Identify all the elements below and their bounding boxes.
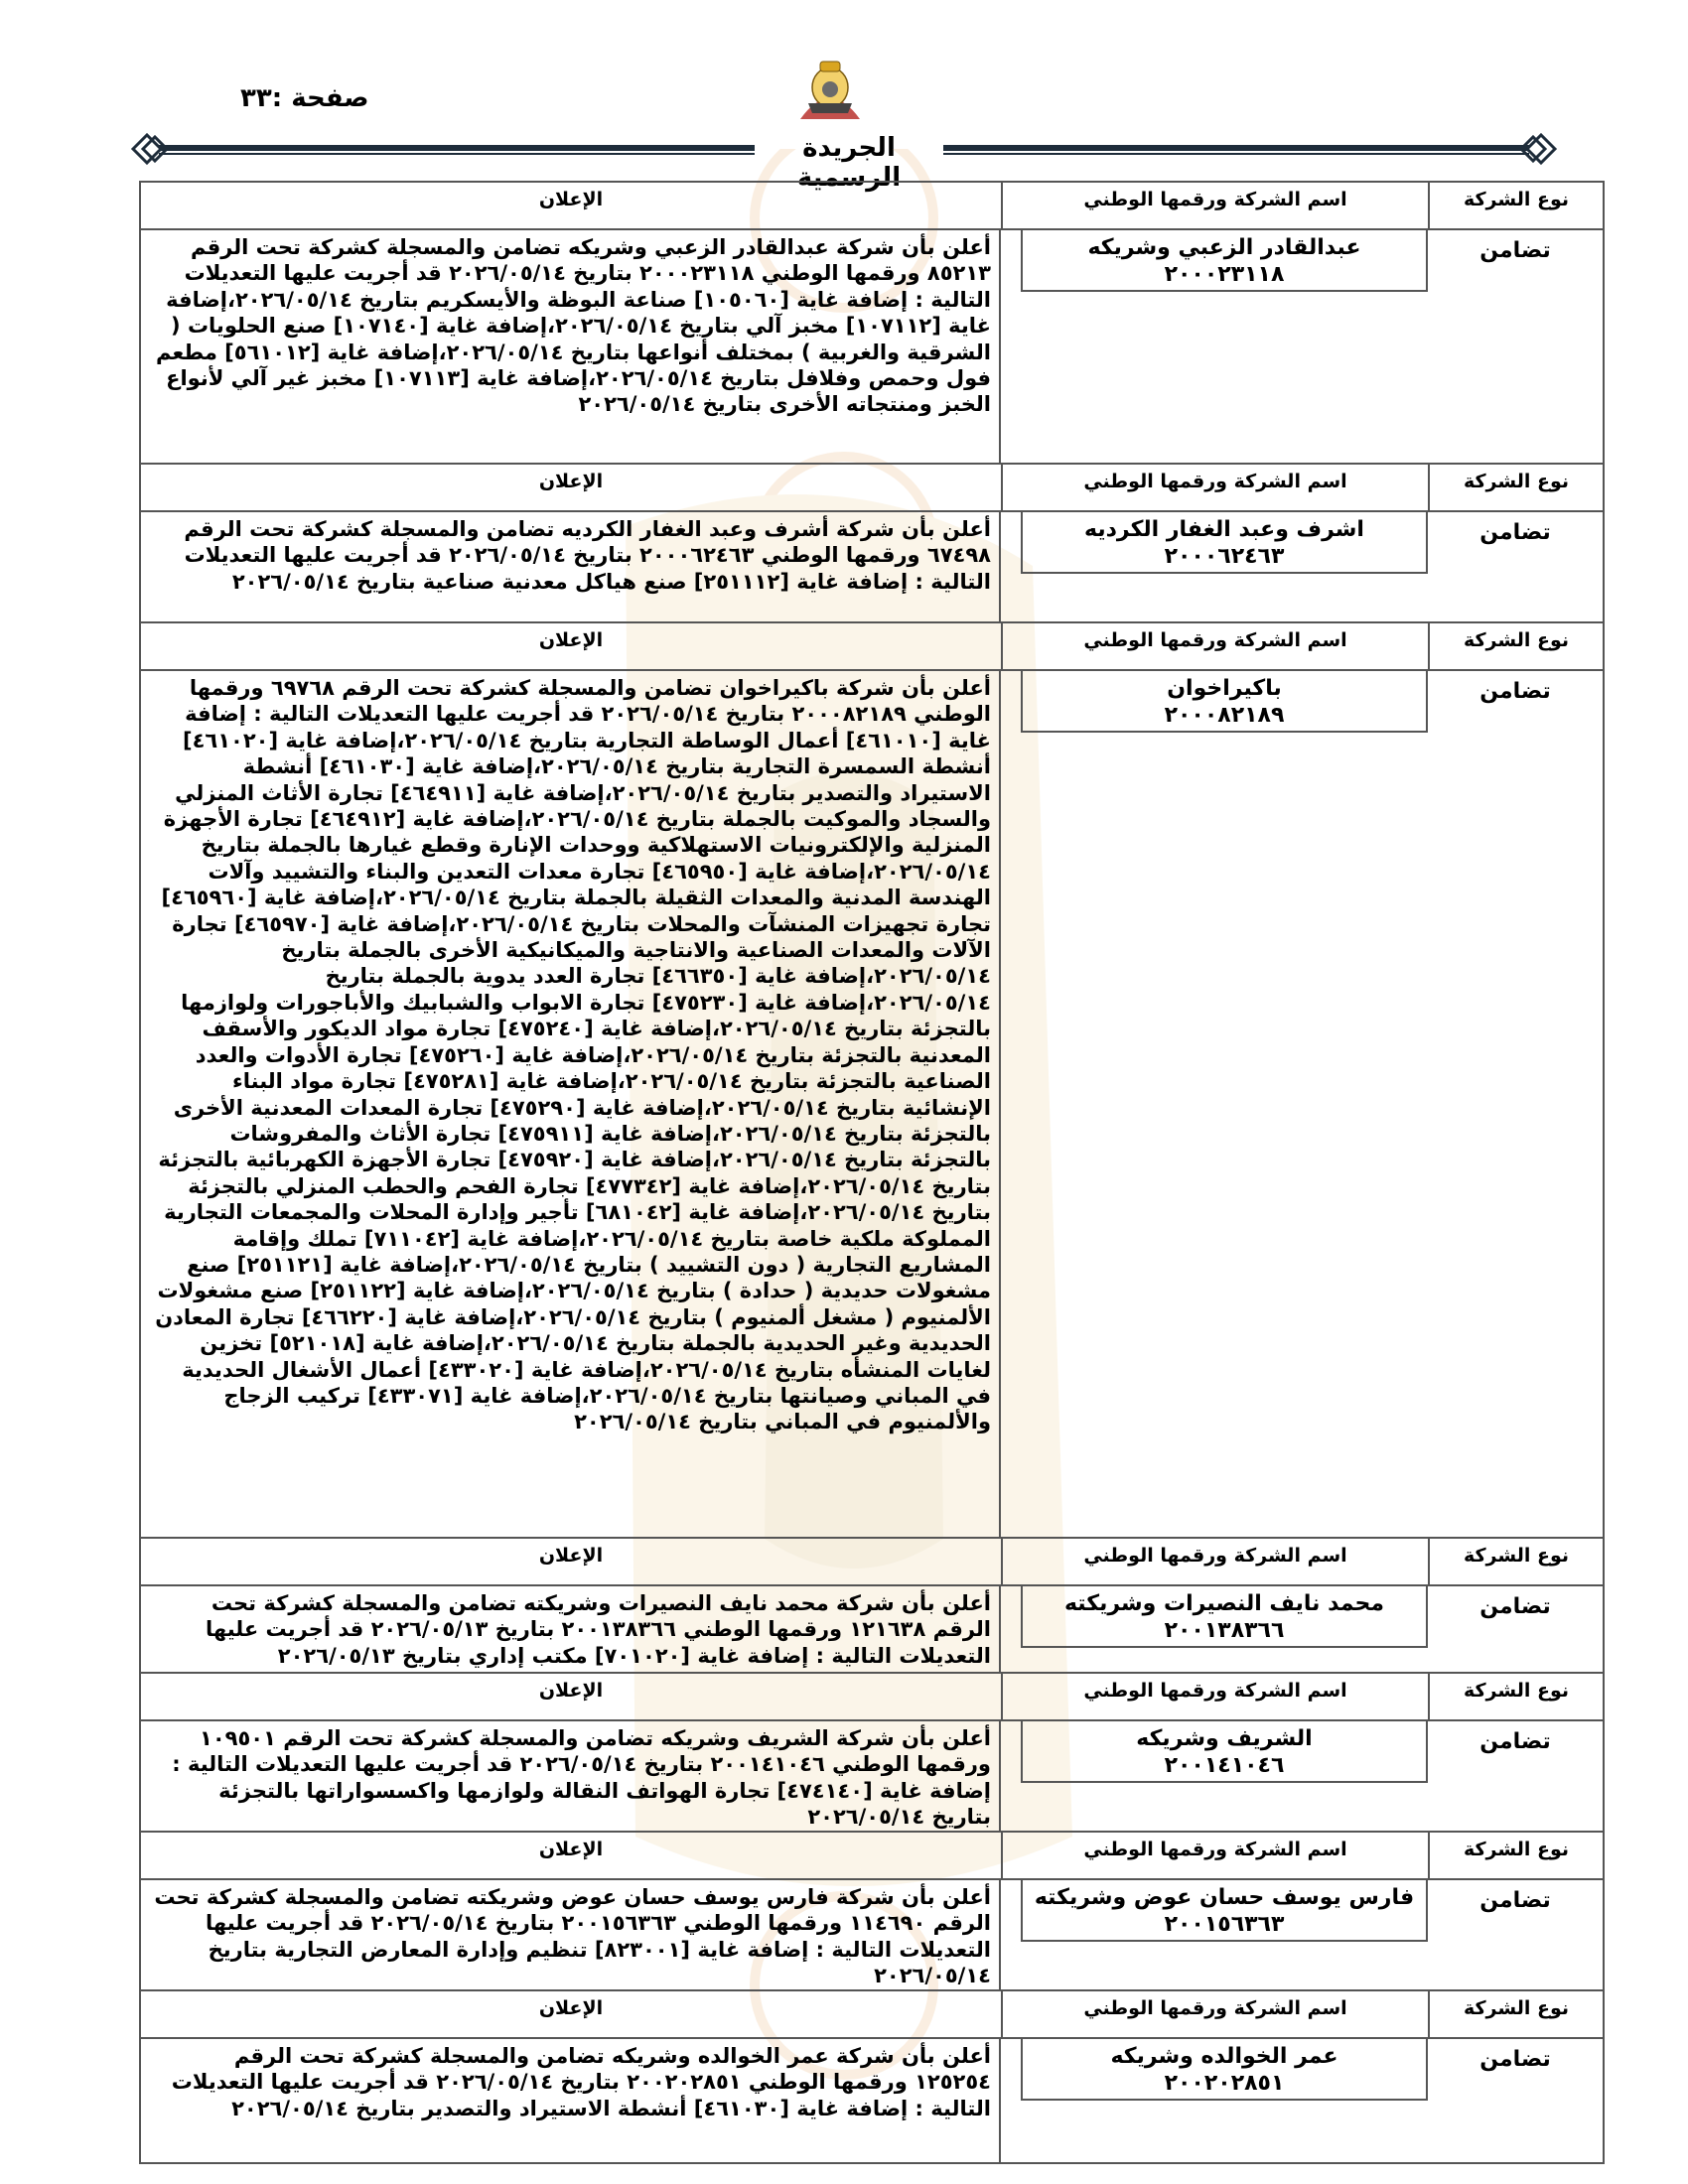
notice-header-row xyxy=(141,183,1603,230)
column-header-name: اسم الشركة ورقمها الوطني xyxy=(1001,1833,1428,1878)
company-national-number: ٢٠٠١٥٦٣٦٣ xyxy=(1164,1912,1285,1937)
company-name: محمد نايف النصيرات وشريكته xyxy=(1063,1591,1385,1616)
column-header-type: نوع الشركة xyxy=(1428,1833,1603,1878)
company-national-number: ٢٠٠١٤١٠٤٦ xyxy=(1164,1753,1285,1778)
column-header-name: اسم الشركة ورقمها الوطني xyxy=(1001,1674,1428,1719)
notice-body-row xyxy=(141,1880,1603,1989)
column-header-name: اسم الشركة ورقمها الوطني xyxy=(1001,183,1428,228)
company-type: تضامن xyxy=(1479,1888,1551,1913)
notice-header-row xyxy=(141,1539,1603,1586)
announcement-text: أعلن بأن شركة الشريف وشريكه تضامن والمسجلة كشركة تحت الرقم ١٠٩٥٠١ ورقمها الوطني ٢٠٠١٤١٠٤٦ بتاريخ ٢٠٢٦/٠٥/١٤ قد أجريت عليها التعديلات التالية : إضافة غاية [٤٧٤١٤٠] تجارة الهواتف النقالة ولوازمها واكسسواراتها بالتجزئة بتاريخ ٢٠٢٦/٠٥/١٤ xyxy=(141,1721,1001,1831)
company-name: عبدالقادر الزعبي وشريكه xyxy=(1087,235,1361,260)
announcement-text: أعلن بأن شركة أشرف وعبد الغفار الكرديه تضامن والمسجلة كشركة تحت الرقم ٦٧٤٩٨ ورقمها الوطني ٢٠٠٠٦٢٤٦٣ بتاريخ ٢٠٢٦/٠٥/١٤ قد أجريت عليها التعديلات التالية : إضافة غاية [٢٥١١١٢] صنع هياكل معدنية صناعية بتاريخ ٢٠٢٦/٠٥/١٤ xyxy=(141,512,1001,621)
notice-entry xyxy=(139,623,1605,1539)
company-national-number: ٢٠٠٠٨٢١٨٩ xyxy=(1164,703,1285,728)
notice-header-row xyxy=(141,1833,1603,1880)
notice-body-row xyxy=(141,230,1603,463)
company-name-cell xyxy=(1021,671,1428,733)
notice-header-row xyxy=(141,465,1603,512)
company-type: تضامن xyxy=(1479,1594,1551,1619)
gazette-title: الجريدة الرسمية xyxy=(755,133,943,193)
notice-entry xyxy=(139,1833,1605,1991)
announcement-text: أعلن بأن شركة باكيراخوان تضامن والمسجلة كشركة تحت الرقم ٦٩٧٦٨ ورقمها الوطني ٢٠٠٠٨٢١٨٩ بتاريخ ٢٠٢٦/٠٥/١٤ قد أجريت عليها التعديلات التالية : إضافة غاية [٤٦١٠١٠] أعمال الوساطة التجارية بتاريخ ٢٠٢٦/٠٥/١٤،إضافة غاية [٤٦١٠٢٠] أنشطة السمسرة التجارية بتاريخ ٢٠٢٦/٠٥/١٤،إضافة غاية [٤٦١٠٣٠] أنشطة الاستيراد والتصدير بتاريخ ٢٠٢٦/٠٥/١٤،إضافة غاية [٤٦٤٩١١] تجارة الأثاث المنزلي والسجاد والموكيت بالجملة بتاريخ ٢٠٢٦/٠٥/١٤،إضافة غاية [٤٦٤٩١٢] تجارة الأجهزة المنزلية والإلكترونيات الاستهلاكية ووحدات الإنارة وقطع غيارها بالجملة بتاريخ ٢٠٢٦/٠٥/١٤،إضافة غاية [٤٦٥٩٥٠] تجارة معدات التعدين والبناء والتشييد وآلات الهندسة المدنية والمعدات الثقيلة بالجملة بتاريخ ٢٠٢٦/٠٥/١٤،إضافة غاية [٤٦٥٩٦٠] تجارة تجهيزات المنشآت والمحلات بتاريخ ٢٠٢٦/٠٥/١٤،إضافة غاية [٤٦٥٩٧٠] تجارة الآلات والمعدات الصناعية والانتاجية والميكانيكية الأخرى بالجملة بتاريخ ٢٠٢٦/٠٥/١٤،إضافة غاية [٤٦٦٣٥٠] تجارة العدد يدوية بالجملة بتاريخ ٢٠٢٦/٠٥/١٤،إضافة غاية [٤٧٥٢٣٠] تجارة الابواب والشبابيك والأباجورات ولوازمها بالتجزئة بتاريخ ٢٠٢٦/٠٥/١٤،إضافة غاية [٤٧٥٢٤٠] تجارة مواد الديكور والأسقف المعدنية بالتجزئة بتاريخ ٢٠٢٦/٠٥/١٤،إضافة غاية [٤٧٥٢٦٠] تجارة الأدوات والعدد الصناعية بالتجزئة بتاريخ ٢٠٢٦/٠٥/١٤،إضافة غاية [٤٧٥٢٨١] تجارة مواد البناء الإنشائية بتاريخ ٢٠٢٦/٠٥/١٤،إضافة غاية [٤٧٥٢٩٠] تجارة المعدات المعدنية الأخرى بالتجزئة بتاريخ ٢٠٢٦/٠٥/١٤،إضافة غاية [٤٧٥٩١١] تجارة الأثاث والمفروشات بالتجزئة بتاريخ ٢٠٢٦/٠٥/١٤،إضافة غاية [٤٧٥٩٢٠] تجارة الأجهزة الكهربائية بالتجزئة بتاريخ ٢٠٢٦/٠٥/١٤،إضافة غاية [٤٧٧٣٤٢] تجارة الفحم والحطب المنزلي بالتجزئة بتاريخ ٢٠٢٦/٠٥/١٤،إضافة غاية [٦٨١٠٤٢] تأجير وإدارة المحلات والمجمعات التجارية المملوكة ملكية خاصة بتاريخ ٢٠٢٦/٠٥/١٤،إضافة غاية [٧١١٠٤٢] تملك وإقامة المشاريع التجارية ( دون التشييد ) بتاريخ ٢٠٢٦/٠٥/١٤،إضافة غاية [٢٥١١٢١] صنع مشغولات حديدية ( حدادة ) بتاريخ ٢٠٢٦/٠٥/١٤،إضافة غاية [٢٥١١٢٢] صنع مشغولات الألمنيوم ( مشغل ألمنيوم ) بتاريخ ٢٠٢٦/٠٥/١٤،إضافة غاية [٤٦٦٢٢٠] تجارة المعادن الحديدية وغير الحديدية بالجملة بتاريخ ٢٠٢٦/٠٥/١٤،إضافة غاية [٥٢١٠١٨] تخزين لغايات المنشأه بتاريخ ٢٠٢٦/٠٥/١٤،إضافة غاية [٤٣٣٠٢٠] أعمال الأشغال الحديدية في المباني وصيانتها بتاريخ ٢٠٢٦/٠٥/١٤،إضافة غاية [٤٣٣٠٧١] تركيب الزجاج والألمنيوم في المباني بتاريخ ٢٠٢٦/٠٥/١٤ xyxy=(141,671,1001,1537)
announcement-text: أعلن بأن شركة فارس يوسف حسان عوض وشريكته تضامن والمسجلة كشركة تحت الرقم ١١٤٦٩٠ ورقمها الوطني ٢٠٠١٥٦٣٦٣ بتاريخ ٢٠٢٦/٠٥/١٤ قد أجريت عليها التعديلات التالية : إضافة غاية [٨٢٣٠٠١] تنظيم وإدارة المعارض التجارية بتاريخ ٢٠٢٦/٠٥/١٤ xyxy=(141,1880,1001,1989)
column-header-announcement: الإعلان xyxy=(538,1839,604,1860)
notices-table xyxy=(139,181,1605,2164)
company-national-number: ٢٠٠١٣٨٣٦٦ xyxy=(1164,1618,1285,1643)
column-header-announcement: الإعلان xyxy=(538,1545,604,1567)
column-header-announcement: الإعلان xyxy=(538,1997,604,2019)
notice-header-row xyxy=(141,623,1603,671)
column-header-type: نوع الشركة xyxy=(1428,623,1603,669)
company-national-number: ٢٠٠٠٢٣١١٨ xyxy=(1164,262,1285,287)
column-header-type: نوع الشركة xyxy=(1428,1674,1603,1719)
company-name-cell xyxy=(1021,1586,1428,1648)
announcement-text: أعلن بأن شركة عبدالقادر الزعبي وشريكه تضامن والمسجلة كشركة تحت الرقم ٨٥٢١٣ ورقمها الوطني ٢٠٠٠٢٣١١٨ بتاريخ ٢٠٢٦/٠٥/١٤ قد أجريت عليها التعديلات التالية : إضافة غاية [١٠٥٠٦٠] صناعة البوظة والأيسكريم بتاريخ ٢٠٢٦/٠٥/١٤،إضافة غاية [١٠٧١١٢] مخبز آلي بتاريخ ٢٠٢٦/٠٥/١٤،إضافة غاية [١٠٧١٤٠] صنع الحلويات ( الشرقية والغربية ) بمختلف أنواعها بتاريخ ٢٠٢٦/٠٥/١٤،إضافة غاية [٥٦١٠١٢] مطعم فول وحمص وفلافل بتاريخ ٢٠٢٦/٠٥/١٤،إضافة غاية [١٠٧١١٣] مخبز غير آلي لأنواع الخبز ومنتجاته الأخرى بتاريخ ٢٠٢٦/٠٥/١٤ xyxy=(141,230,1001,463)
column-header-name: اسم الشركة ورقمها الوطني xyxy=(1001,1539,1428,1584)
column-header-type: نوع الشركة xyxy=(1428,1539,1603,1584)
announcement-text: أعلن بأن شركة عمر الخوالده وشريكه تضامن والمسجلة كشركة تحت الرقم ١٢٥٢٥٤ ورقمها الوطني ٢٠٠٢٠٢٨٥١ بتاريخ ٢٠٢٦/٠٥/١٤ قد أجريت عليها التعديلات التالية : إضافة غاية [٤٦١٠٣٠] أنشطة الاستيراد والتصدير بتاريخ ٢٠٢٦/٠٥/١٤ xyxy=(141,2039,1001,2162)
notice-header-row xyxy=(141,1991,1603,2039)
coat-of-arms-emblem xyxy=(794,58,866,125)
company-name-cell xyxy=(1021,2039,1428,2101)
notice-entry xyxy=(139,465,1605,623)
company-national-number: ٢٠٠٢٠٢٨٥١ xyxy=(1164,2071,1285,2096)
column-header-name: اسم الشركة ورقمها الوطني xyxy=(1001,465,1428,510)
column-header-type: نوع الشركة xyxy=(1428,1991,1603,2037)
notice-body-row xyxy=(141,1586,1603,1672)
notice-header-row xyxy=(141,1674,1603,1721)
page-number: صفحة :٣٣ xyxy=(240,83,369,113)
notice-entry xyxy=(139,181,1605,465)
company-name: فارس يوسف حسان عوض وشريكته xyxy=(1034,1885,1415,1910)
column-header-announcement: الإعلان xyxy=(538,189,604,210)
company-national-number: ٢٠٠٠٦٢٤٦٣ xyxy=(1164,544,1285,569)
column-header-announcement: الإعلان xyxy=(538,1680,604,1702)
announcement-text: أعلن بأن شركة محمد نايف النصيرات وشريكته تضامن والمسجلة كشركة تحت الرقم ١٢١٦٣٨ ورقمها الوطني ٢٠٠١٣٨٣٦٦ بتاريخ ٢٠٢٦/٠٥/١٣ قد أجريت عليها التعديلات التالية : إضافة غاية [٧٠١٠٢٠] مكتب إداري بتاريخ ٢٠٢٦/٠٥/١٣ xyxy=(141,1586,1001,1672)
notice-body-row xyxy=(141,2039,1603,2162)
company-type: تضامن xyxy=(1479,238,1551,263)
column-header-name: اسم الشركة ورقمها الوطني xyxy=(1001,623,1428,669)
company-name: باكيراخوان xyxy=(1167,676,1282,701)
company-name: اشرف وعبد الغفار الكرديه xyxy=(1084,517,1364,542)
notice-body-row xyxy=(141,1721,1603,1831)
company-type: تضامن xyxy=(1479,520,1551,545)
notice-body-row xyxy=(141,512,1603,621)
company-name-cell xyxy=(1021,512,1428,574)
company-type: تضامن xyxy=(1479,1729,1551,1754)
company-type: تضامن xyxy=(1479,679,1551,704)
company-name: عمر الخوالده وشريكه xyxy=(1110,2044,1338,2069)
company-name-cell xyxy=(1021,1880,1428,1942)
company-name-cell xyxy=(1021,1721,1428,1783)
column-header-announcement: الإعلان xyxy=(538,471,604,492)
company-name-cell xyxy=(1021,230,1428,292)
notice-body-row xyxy=(141,671,1603,1537)
company-type: تضامن xyxy=(1479,2047,1551,2072)
column-header-type: نوع الشركة xyxy=(1428,465,1603,510)
notice-entry xyxy=(139,1539,1605,1674)
company-name: الشريف وشريكه xyxy=(1136,1726,1313,1751)
notice-entry xyxy=(139,1674,1605,1833)
notice-entry xyxy=(139,1991,1605,2164)
column-header-announcement: الإعلان xyxy=(538,629,604,651)
column-header-type: نوع الشركة xyxy=(1428,183,1603,228)
column-header-name: اسم الشركة ورقمها الوطني xyxy=(1001,1991,1428,2037)
